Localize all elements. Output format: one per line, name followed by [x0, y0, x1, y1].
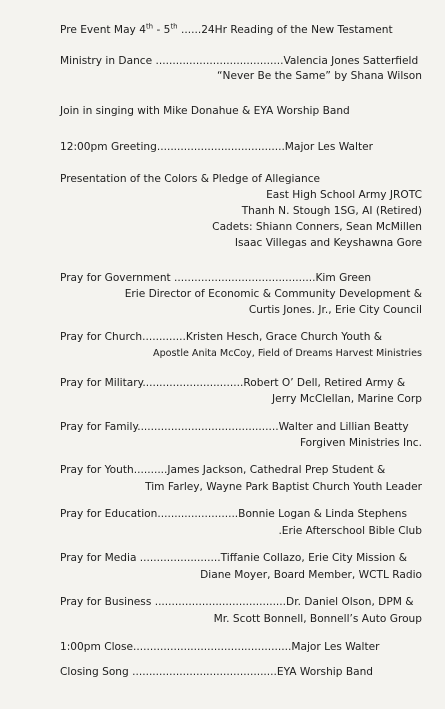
pre-event-description: ......24Hr Reading of the New Testament — [177, 24, 393, 36]
pre-event-date-end: - 5 — [153, 24, 171, 36]
pray-education-line: Pray for Education........................Bonnie Logan & Linda Stephens — [60, 508, 408, 520]
education-organization: .Erie Afterschool Bible Club — [278, 525, 422, 537]
ministry-in-dance-line: Ministry in Dance ......................................Valencia Jones Satterfield — [60, 55, 419, 67]
ordinal-suffix: th — [145, 22, 154, 31]
colors-instructor: Thanh N. Stough 1SG, AI (Retired) — [241, 205, 422, 217]
pray-youth-line: Pray for Youth..........James Jackson, Cathedral Prep Student & — [60, 464, 386, 476]
closing-song-line: Closing Song ...........................................EYA Worship Band — [60, 666, 374, 678]
colors-heading: Presentation of the Colors & Pledge of Allegiance — [60, 173, 321, 185]
youth-speaker-2: Tim Farley, Wayne Park Baptist Church Youth Leader — [145, 481, 422, 493]
pre-event-line — [60, 23, 393, 37]
church-speaker-2: Apostle Anita McCoy, Field of Dreams Harvest Ministries — [153, 348, 422, 359]
pray-family-line: Pray for Family..........................................Walter and Lillian Beatty — [60, 421, 409, 433]
government-speaker-3: Curtis Jones. Jr., Erie City Council — [248, 304, 422, 316]
greeting-line: 12:00pm Greeting......................................Major Les Walter — [60, 141, 373, 153]
pre-event-date-start: Pre Event May 4 — [60, 24, 146, 36]
pray-church-line: Pray for Church.............Kristen Hesch, Grace Church Youth & — [60, 331, 383, 343]
colors-unit: East High School Army JROTC — [266, 189, 422, 201]
media-speaker-2: Diane Moyer, Board Member, WCTL Radio — [200, 569, 422, 581]
colors-cadets: Cadets: Shiann Conners, Sean McMillen — [212, 221, 422, 233]
join-singing-line: Join in singing with Mike Donahue & EYA Worship Band — [60, 105, 350, 117]
ordinal-suffix: th — [170, 22, 178, 31]
pray-business-line: Pray for Business .......................................Dr. Daniel Olson, DPM & — [60, 596, 414, 608]
pray-military-line: Pray for Military..............................Robert O’ Dell, Retired Army & — [60, 377, 406, 389]
government-speaker-2: Erie Director of Economic & Community Development & — [124, 288, 422, 300]
close-line: 1:00pm Close...............................................Major Les Walter — [60, 641, 380, 653]
military-speaker-2: Jerry McClellan, Marine Corp — [272, 393, 422, 405]
colors-cadets-cont: Isaac Villegas and Keyshawna Gore — [234, 237, 422, 249]
dance-song-credit: “Never Be the Same” by Shana Wilson — [217, 70, 422, 82]
pray-media-line: Pray for Media ........................Tiffanie Collazo, Erie City Mission & — [60, 552, 407, 564]
pray-government-line: Pray for Government ..........................................Kim Green — [60, 272, 372, 284]
family-organization: Forgiven Ministries Inc. — [299, 437, 422, 449]
business-speaker-2: Mr. Scott Bonnell, Bonnell’s Auto Group — [213, 613, 422, 625]
